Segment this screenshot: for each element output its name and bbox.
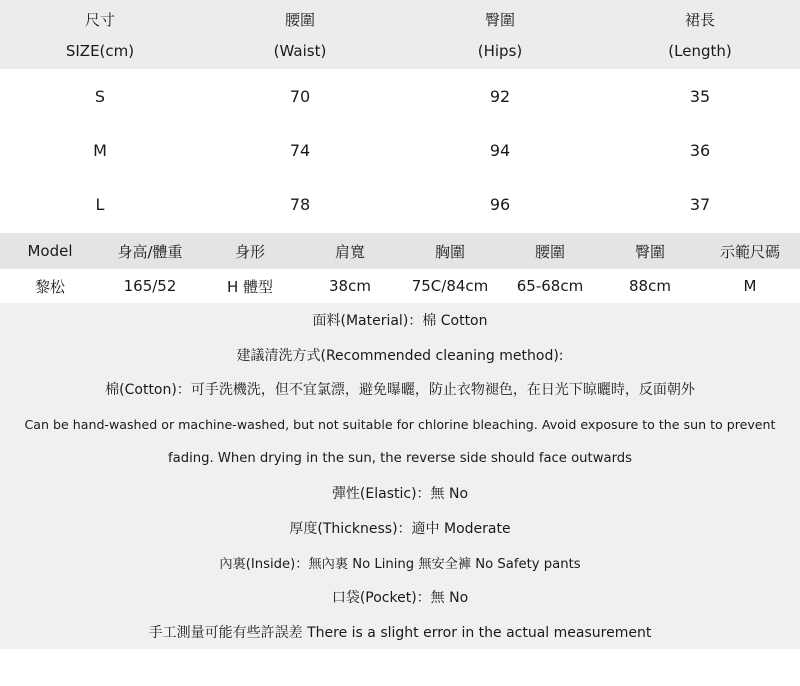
size-table-body — [0, 69, 800, 233]
waist-cell: 74 — [289, 140, 311, 160]
header-height-weight: 身高/體重 — [117, 242, 183, 261]
length-cell: 37 — [689, 194, 711, 214]
table-row — [0, 177, 800, 231]
model-shoulder: 38cm — [329, 277, 371, 295]
table-row — [0, 69, 800, 123]
inside-line: 內裏(Inside)：無內裏 No Lining 無安全褲 No Safety pants — [219, 556, 581, 572]
pocket-line: 口袋(Pocket)：無 No — [331, 590, 469, 607]
waist-cell: 70 — [289, 86, 311, 106]
header-hips-en: (Hips) — [477, 42, 523, 60]
model-demo-size: M — [743, 277, 757, 295]
measurement-note: 手工測量可能有些許誤差 There is a slight error in the actual measurement — [148, 624, 652, 641]
table-row — [0, 269, 800, 303]
model-table-header — [0, 233, 800, 269]
model-bust: 75C/84cm — [411, 277, 489, 295]
cleaning-en-line-2: fading. When drying in the sun, the reverse side should face outwards — [168, 451, 632, 467]
header-waist-zh: 腰圍 — [284, 11, 315, 29]
waist-cell: 78 — [289, 194, 311, 214]
header-waist: 腰圍 — [534, 242, 565, 261]
header-model: Model — [27, 242, 73, 260]
hips-cell: 94 — [489, 140, 511, 160]
header-shoulder: 肩寬 — [334, 242, 365, 261]
size-cell: L — [95, 194, 105, 214]
model-body-shape: H 體型 — [226, 277, 274, 296]
hips-cell: 92 — [489, 86, 511, 106]
table-row — [0, 123, 800, 177]
elastic-line: 彈性(Elastic)：無 No — [331, 486, 469, 503]
header-hips-zh: 臀圍 — [484, 11, 515, 29]
model-hips: 88cm — [629, 277, 671, 295]
cleaning-en-line-1: Can be hand-washed or machine-washed, but not suitable for chlorine bleaching. Avoid exposure to the sun to prevent — [24, 416, 776, 432]
thickness-line: 厚度(Thickness)：適中 Moderate — [289, 520, 511, 537]
header-size-zh: 尺寸 — [84, 11, 115, 29]
material-line: 面料(Material)：棉 Cotton — [312, 313, 488, 330]
header-length-zh: 裙長 — [684, 11, 715, 29]
length-cell: 35 — [689, 86, 711, 106]
length-cell: 36 — [689, 140, 711, 160]
size-table-header — [0, 0, 800, 69]
header-body-shape: 身形 — [234, 242, 265, 261]
product-info-section — [0, 303, 800, 649]
header-bust: 胸圍 — [434, 242, 465, 261]
model-name: 黎松 — [34, 277, 65, 296]
model-height-weight: 165/52 — [123, 277, 177, 295]
cleaning-zh: 棉(Cotton)：可手洗機洗，但不宜氯漂，避免曝曬，防止衣物褪色，在日光下晾曬時，反面朝外 — [105, 382, 695, 399]
cleaning-title: 建議清洗方式(Recommended cleaning method): — [236, 347, 564, 364]
header-length-en: (Length) — [668, 42, 732, 60]
header-waist-en: (Waist) — [273, 42, 327, 60]
size-cell: M — [93, 140, 107, 160]
header-hips: 臀圍 — [634, 242, 665, 261]
bottom-spacer — [0, 649, 800, 686]
size-cell: S — [94, 86, 106, 106]
model-waist: 65-68cm — [516, 277, 584, 295]
header-demo-size: 示範尺碼 — [719, 242, 780, 261]
hips-cell: 96 — [489, 194, 511, 214]
header-size-en: SIZE(cm) — [65, 42, 135, 60]
